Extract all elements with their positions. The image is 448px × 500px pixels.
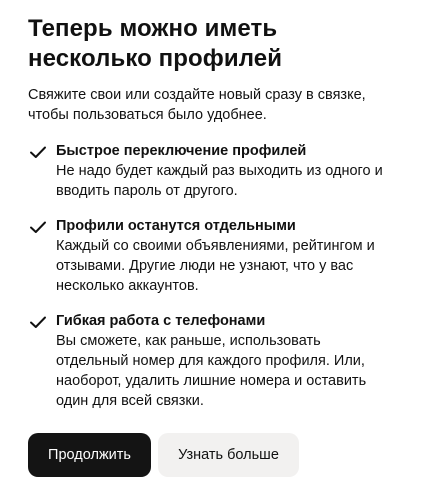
feature-description: Не надо будет каждый раз выходить из одного и вводить пароль от другого. [56, 163, 383, 199]
feature-title: Профили останутся отдельными [56, 218, 296, 234]
title-line-2: несколько профилей [28, 45, 283, 72]
page-title [28, 14, 428, 74]
feature-description: Вы сможете, как раньше, использовать отдельный номер для каждого профиля. Или, наоборот, удалить лишние номера и оставить один для всей связки. [56, 333, 367, 409]
continue-button[interactable]: Продолжить [28, 433, 151, 477]
onboarding-panel [28, 14, 428, 411]
check-icon [28, 312, 48, 332]
check-icon [28, 217, 48, 237]
feature-title: Гибкая работа с телефонами [56, 313, 266, 329]
check-icon [28, 142, 48, 162]
feature-text [56, 311, 396, 411]
feature-item-phone-numbers [28, 311, 428, 411]
feature-item-fast-switch [28, 141, 428, 201]
subtitle: Свяжите свои или создайте новый сразу в связке, чтобы пользоваться было удобнее. [28, 87, 366, 123]
feature-list [28, 141, 428, 411]
feature-text [56, 216, 396, 296]
title-line-1: Теперь можно иметь [28, 15, 278, 42]
feature-title: Быстрое переключение профилей [56, 143, 307, 159]
learn-more-button[interactable]: Узнать больше [158, 433, 299, 477]
feature-text [56, 141, 396, 201]
feature-item-separate-profiles [28, 216, 428, 296]
action-buttons [28, 433, 299, 477]
feature-description: Каждый со своими объявлениями, рейтингом и отзывами. Другие люди не узнают, что у вас несколько аккаунтов. [56, 238, 375, 294]
